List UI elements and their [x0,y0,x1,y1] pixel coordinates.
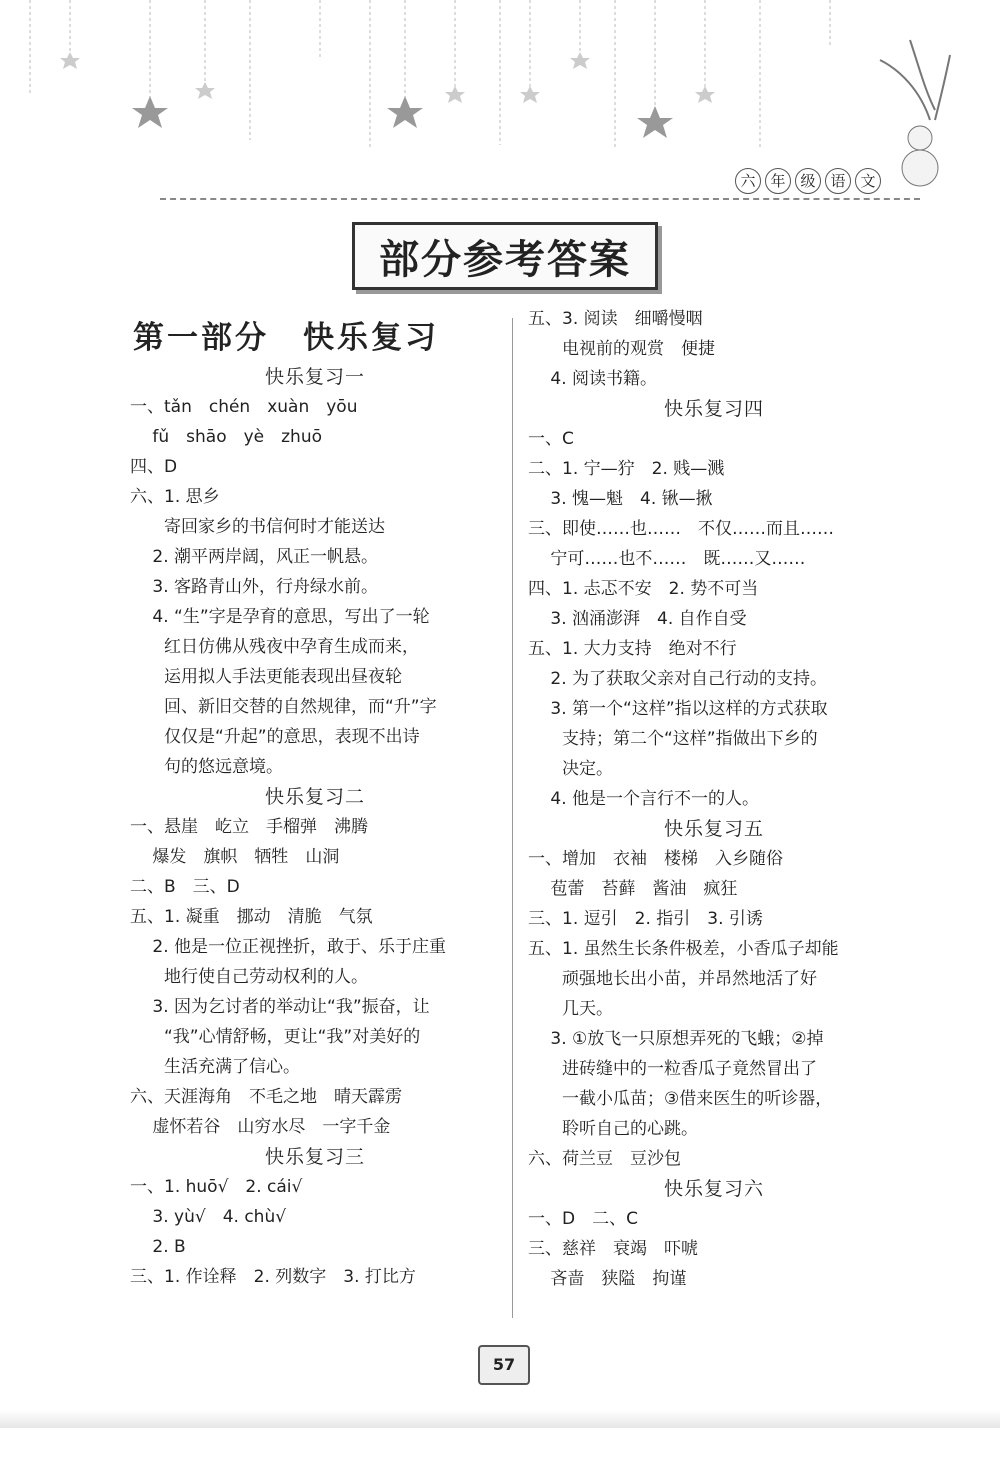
grade-tag-char: 六 [735,168,761,194]
answer-line: 支持；第二个“这样”指做出下乡的 [528,729,818,749]
answer-line: fǔ shāo yè zhuō [130,427,323,447]
answers-right-column [528,304,900,1294]
answer-line: 生活充满了信心。 [130,1057,300,1077]
answer-line: 一、D 二、C [528,1209,638,1229]
answer-line: 3. 愧—魁 4. 锹—揪 [528,489,713,509]
answer-line: 寄回家乡的书信何时才能送达 [130,517,385,537]
part-title: 第一部分 快乐复习 [133,320,439,356]
answer-line: 运用拟人手法更能表现出昼夜轮 [130,667,402,687]
answer-line: 回、新旧交替的自然规律，而“升”字 [130,697,437,717]
answer-line: 四、1. 忐忑不安 2. 势不可当 [528,579,759,599]
header-dashed-divider [160,198,920,200]
answer-line: 四、D [130,457,178,477]
column-divider [512,318,513,1318]
grade-tag-char: 级 [795,168,821,194]
answer-line: 三、1. 作诠释 2. 列数字 3. 打比方 [130,1267,416,1287]
grade-subject-tag [735,168,881,194]
answer-line: 红日仿佛从残夜中孕育生成而来， [130,637,419,657]
answer-line: 宁可……也不…… 既……又…… [528,549,806,569]
grade-tag-char: 文 [855,168,881,194]
answers-left-column [130,362,500,1292]
answer-line: 2. B [130,1237,186,1257]
section-heading: 快乐复习三 [264,1146,365,1168]
answer-line: 三、1. 逗引 2. 指引 3. 引诱 [528,909,763,929]
section-heading: 快乐复习五 [663,818,764,840]
section-heading: 快乐复习二 [264,786,365,808]
tree-branch-illustration [880,40,950,120]
grade-tag-char: 年 [765,168,791,194]
answer-line: 一截小瓜苗；③借来医生的听诊器， [528,1089,833,1109]
answer-line: 4. 阅读书籍。 [528,369,658,389]
snowman-illustration [902,126,938,186]
answer-line: 顽强地长出小苗，并昂然地活了好 [528,969,817,989]
answer-line: 聆听自己的心跳。 [528,1119,698,1139]
footer-decoration [0,1410,1000,1428]
answer-line: 二、1. 宁—狞 2. 贱—溅 [528,459,725,479]
answer-line: 一、悬崖 屹立 手榴弹 沸腾 [130,817,368,837]
answer-line: 2. 潮平两岸阔，风正一帆悬。 [130,547,379,567]
answer-line: 进砖缝中的一粒香瓜子竟然冒出了 [528,1059,817,1079]
answer-line: 3. ①放飞一只原想弄死的飞蛾；②掉 [528,1029,824,1049]
answer-line: 仅仅是“升起”的意思，表现不出诗 [130,727,420,747]
page-number: 57 [478,1345,530,1385]
answer-line: 句的悠远意境。 [130,757,283,777]
answer-line: 决定。 [528,759,613,779]
star-icons [132,96,673,138]
answer-line: 一、1. huō√ 2. cái√ [130,1177,303,1197]
answer-line: 六、天涯海角 不毛之地 晴天霹雳 [130,1087,402,1107]
answer-line: 电视前的观赏 便捷 [528,339,715,359]
answer-line: 4. 他是一个言行不一的人。 [528,789,760,809]
answer-line: 苞蕾 苔藓 酱油 疯狂 [528,879,738,899]
answer-line: 2. 为了获取父亲对自己行动的支持。 [528,669,828,689]
answer-line: 3. yù√ 4. chù√ [130,1207,287,1227]
answer-line: 三、即使……也…… 不仅……而且…… [528,519,834,539]
page-title: 部分参考答案 [352,222,658,290]
section-heading: 快乐复习四 [663,398,764,420]
page-header-decoration [0,0,1000,215]
answer-line: 4. “生”字是孕育的意思，写出了一轮 [130,607,430,627]
answer-line: 3. 因为乞讨者的举动让“我”振奋，让 [130,997,430,1017]
answer-line: “我”心情舒畅，更让“我”对美好的 [130,1027,421,1047]
answer-line: 五、1. 大力支持 绝对不行 [528,639,737,659]
answer-line: 3. 客路青山外，行舟绿水前。 [130,577,379,597]
answer-line: 五、1. 凝重 挪动 清脆 气氛 [130,907,373,927]
answer-line: 六、荷兰豆 豆沙包 [528,1149,681,1169]
answer-line: 3. 第一个“这样”指以这样的方式获取 [528,699,828,719]
answer-line: 2. 他是一位正视挫折，敢于、乐于庄重 [130,937,447,957]
answer-line: 3. 汹涌澎湃 4. 自作自受 [528,609,747,629]
answer-line: 虚怀若谷 山穷水尽 一字千金 [130,1117,391,1137]
answer-line: 爆发 旗帜 牺牲 山洞 [130,847,340,867]
answer-line: 五、3. 阅读 细嚼慢咽 [528,309,703,329]
answer-line: 六、1. 思乡 [130,487,220,507]
answer-line: 一、增加 衣袖 楼梯 入乡随俗 [528,849,783,869]
section-heading: 快乐复习六 [663,1178,764,1200]
answer-line: 几天。 [528,999,613,1019]
grade-tag-char: 语 [825,168,851,194]
answer-line: 地行使自己劳动权利的人。 [130,967,368,987]
answer-line: 吝啬 狭隘 拘谨 [528,1269,687,1289]
section-heading: 快乐复习一 [264,366,365,388]
answer-line: 一、C [528,429,574,449]
answer-line: 二、B 三、D [130,877,240,897]
answer-line: 一、tǎn chén xuàn yōu [130,397,358,417]
answer-line: 五、1. 虽然生长条件极差，小香瓜子却能 [528,939,839,959]
answer-line: 三、慈祥 衰竭 吓唬 [528,1239,698,1259]
